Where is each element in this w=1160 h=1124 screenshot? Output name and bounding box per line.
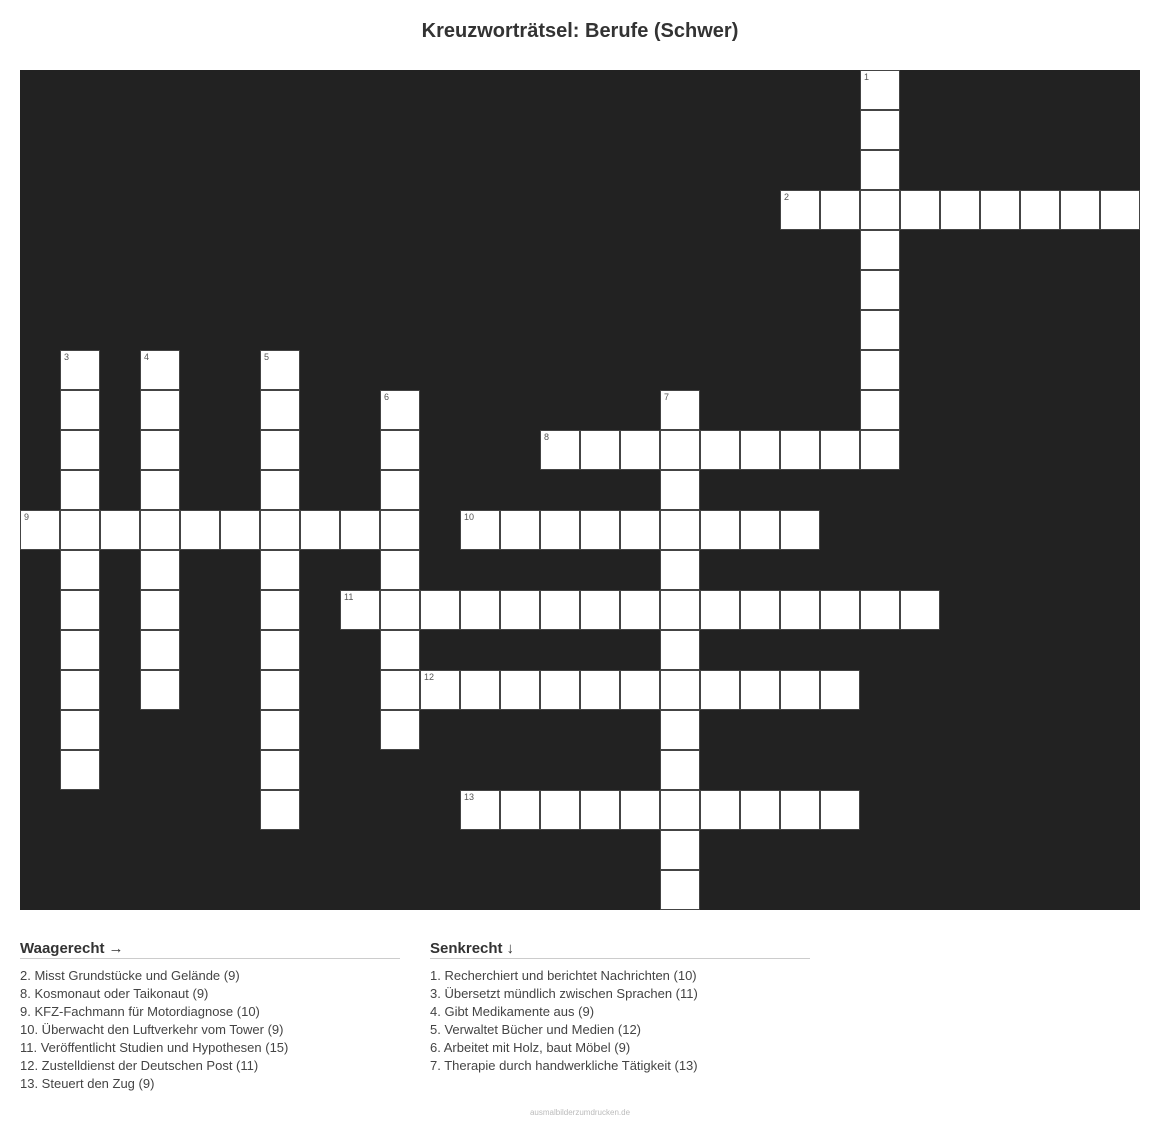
grid-cell[interactable] bbox=[60, 510, 100, 550]
across-clue: 13. Steuert den Zug (9) bbox=[20, 1076, 155, 1091]
grid-cell[interactable] bbox=[140, 390, 180, 430]
grid-cell[interactable] bbox=[460, 790, 500, 830]
grid-cell[interactable] bbox=[860, 310, 900, 350]
grid-cell[interactable] bbox=[580, 590, 620, 630]
grid-cell[interactable] bbox=[340, 510, 380, 550]
grid-cell[interactable] bbox=[780, 510, 820, 550]
down-clue: 6. Arbeitet mit Holz, baut Möbel (9) bbox=[430, 1040, 631, 1055]
grid-cell[interactable] bbox=[820, 790, 860, 830]
grid-cell[interactable] bbox=[260, 750, 300, 790]
right-arrow-icon: → bbox=[108, 940, 124, 957]
grid-cell[interactable] bbox=[60, 630, 100, 670]
down-clue: 4. Gibt Medikamente aus (9) bbox=[430, 1004, 595, 1019]
grid-cell[interactable] bbox=[60, 670, 100, 710]
grid-cell[interactable] bbox=[460, 670, 500, 710]
grid-cell[interactable] bbox=[740, 430, 780, 470]
grid-cell[interactable] bbox=[900, 190, 940, 230]
grid-cell[interactable] bbox=[260, 630, 300, 670]
cell-number: 1 bbox=[864, 72, 870, 82]
grid-cell[interactable] bbox=[780, 670, 820, 710]
cell-number: 10 bbox=[464, 512, 475, 522]
grid-cell[interactable] bbox=[380, 390, 420, 430]
grid-cell[interactable] bbox=[820, 190, 860, 230]
grid-cell[interactable] bbox=[60, 590, 100, 630]
across-clue: 12. Zustelldienst der Deutschen Post (11) bbox=[20, 1058, 259, 1073]
page-title: Kreuzworträtsel: Berufe (Schwer) bbox=[421, 20, 739, 42]
grid-cell[interactable] bbox=[540, 790, 580, 830]
grid-cell[interactable] bbox=[860, 270, 900, 310]
grid-cell[interactable] bbox=[380, 430, 420, 470]
grid-cell[interactable] bbox=[500, 790, 540, 830]
across-clues-section bbox=[20, 940, 400, 1093]
grid-cell[interactable] bbox=[460, 590, 500, 630]
grid-cell[interactable] bbox=[260, 550, 300, 590]
grid-cell[interactable] bbox=[140, 350, 180, 390]
grid-cell[interactable] bbox=[660, 390, 700, 430]
grid-cell[interactable] bbox=[700, 590, 740, 630]
grid-cell[interactable] bbox=[620, 590, 660, 630]
grid-cell[interactable] bbox=[700, 670, 740, 710]
grid-cell[interactable] bbox=[820, 590, 860, 630]
grid-cell[interactable] bbox=[860, 190, 900, 230]
grid-cell[interactable] bbox=[260, 390, 300, 430]
grid-cell[interactable] bbox=[660, 710, 700, 750]
across-clue: 11. Veröffentlicht Studien und Hypothesen (15) bbox=[20, 1040, 289, 1055]
cell-number: 3 bbox=[64, 352, 70, 362]
grid-cell[interactable] bbox=[540, 510, 580, 550]
grid-cell[interactable] bbox=[460, 510, 500, 550]
footer-watermark: ausmalbilderzumdrucken.de bbox=[529, 1108, 631, 1117]
grid-cell[interactable] bbox=[1100, 190, 1140, 230]
grid-cell[interactable] bbox=[900, 590, 940, 630]
grid-cell[interactable] bbox=[380, 470, 420, 510]
grid-cell[interactable] bbox=[860, 430, 900, 470]
across-clue: 8. Kosmonaut oder Taikonaut (9) bbox=[20, 986, 209, 1001]
grid-cell[interactable] bbox=[580, 790, 620, 830]
grid-cell[interactable] bbox=[820, 670, 860, 710]
grid-cell[interactable] bbox=[740, 670, 780, 710]
grid-cell[interactable] bbox=[140, 430, 180, 470]
cell-number: 2 bbox=[784, 192, 790, 202]
grid-cell[interactable] bbox=[340, 590, 380, 630]
down-clue: 7. Therapie durch handwerkliche Tätigkeit (13) bbox=[430, 1058, 698, 1073]
grid-cell[interactable] bbox=[980, 190, 1020, 230]
grid-cell[interactable] bbox=[260, 350, 300, 390]
grid-cell[interactable] bbox=[580, 430, 620, 470]
grid-cell[interactable] bbox=[100, 510, 140, 550]
grid-cell[interactable] bbox=[260, 510, 300, 550]
grid-cell[interactable] bbox=[700, 790, 740, 830]
grid-cell[interactable] bbox=[140, 550, 180, 590]
grid-cell[interactable] bbox=[580, 510, 620, 550]
cell-number: 6 bbox=[384, 392, 390, 402]
grid-cell[interactable] bbox=[420, 590, 460, 630]
down-clues-section bbox=[430, 940, 810, 1075]
grid-cell[interactable] bbox=[620, 790, 660, 830]
grid-cell[interactable] bbox=[380, 710, 420, 750]
down-clue: 5. Verwaltet Bücher und Medien (12) bbox=[430, 1022, 642, 1037]
grid-cell[interactable] bbox=[380, 510, 420, 550]
cell-number: 9 bbox=[24, 512, 30, 522]
grid-cell[interactable] bbox=[260, 710, 300, 750]
grid-cell[interactable] bbox=[860, 390, 900, 430]
grid-cell[interactable] bbox=[700, 510, 740, 550]
grid-cell[interactable] bbox=[140, 510, 180, 550]
grid-cell[interactable] bbox=[780, 190, 820, 230]
across-clue: 9. KFZ-Fachmann für Motordiagnose (10) bbox=[20, 1004, 260, 1019]
across-heading-label: Waagerecht bbox=[20, 940, 105, 957]
grid-cell[interactable] bbox=[260, 470, 300, 510]
down-arrow-icon: ↓ bbox=[506, 940, 515, 957]
grid-cell[interactable] bbox=[660, 790, 700, 830]
grid-cell[interactable] bbox=[380, 590, 420, 630]
down-clue: 3. Übersetzt mündlich zwischen Sprachen (11) bbox=[430, 986, 698, 1001]
cell-number: 8 bbox=[544, 432, 550, 442]
grid-cell[interactable] bbox=[700, 430, 740, 470]
grid-cell[interactable] bbox=[540, 430, 580, 470]
grid-cell[interactable] bbox=[780, 790, 820, 830]
grid-cell[interactable] bbox=[1020, 190, 1060, 230]
grid-cell[interactable] bbox=[60, 390, 100, 430]
grid-cell[interactable] bbox=[260, 590, 300, 630]
grid-cell[interactable] bbox=[140, 590, 180, 630]
cell-number: 11 bbox=[344, 592, 354, 602]
cell-number: 13 bbox=[464, 792, 475, 802]
grid-cell[interactable] bbox=[620, 510, 660, 550]
across-clue: 2. Misst Grundstücke und Gelände (9) bbox=[20, 968, 240, 983]
grid-cell[interactable] bbox=[540, 590, 580, 630]
grid-cell[interactable] bbox=[140, 670, 180, 710]
grid-cell[interactable] bbox=[60, 350, 100, 390]
grid-cell[interactable] bbox=[140, 470, 180, 510]
grid-cell[interactable] bbox=[540, 670, 580, 710]
grid-cell[interactable] bbox=[620, 430, 660, 470]
cell-number: 12 bbox=[424, 672, 435, 682]
grid-cell[interactable] bbox=[420, 670, 460, 710]
grid-cell[interactable] bbox=[140, 630, 180, 670]
grid-cell[interactable] bbox=[60, 550, 100, 590]
grid-cell[interactable] bbox=[660, 750, 700, 790]
grid-cell[interactable] bbox=[260, 670, 300, 710]
crossword-grid bbox=[20, 70, 1140, 910]
grid-cell[interactable] bbox=[860, 150, 900, 190]
grid-cell[interactable] bbox=[660, 510, 700, 550]
grid-cell[interactable] bbox=[660, 630, 700, 670]
down-clue: 1. Recherchiert und berichtet Nachrichten (10) bbox=[430, 968, 697, 983]
cell-number: 4 bbox=[144, 352, 150, 362]
grid-cell[interactable] bbox=[220, 510, 260, 550]
grid-cell[interactable] bbox=[1060, 190, 1100, 230]
grid-cell[interactable] bbox=[780, 590, 820, 630]
grid-cell[interactable] bbox=[860, 350, 900, 390]
cell-number: 7 bbox=[664, 392, 670, 402]
grid-cell[interactable] bbox=[660, 670, 700, 710]
grid-cell[interactable] bbox=[660, 470, 700, 510]
grid-cell[interactable] bbox=[380, 670, 420, 710]
grid-cell[interactable] bbox=[620, 670, 660, 710]
down-heading bbox=[430, 940, 810, 959]
grid-cell[interactable] bbox=[260, 790, 300, 830]
grid-cell[interactable] bbox=[180, 510, 220, 550]
grid-cell[interactable] bbox=[380, 630, 420, 670]
grid-cell[interactable] bbox=[820, 430, 860, 470]
grid-cell[interactable] bbox=[60, 470, 100, 510]
grid-cell[interactable] bbox=[60, 750, 100, 790]
cell-number: 5 bbox=[264, 352, 270, 362]
grid-cell[interactable] bbox=[500, 670, 540, 710]
grid-cell[interactable] bbox=[660, 430, 700, 470]
grid-cell[interactable] bbox=[660, 830, 700, 870]
grid-cell[interactable] bbox=[580, 670, 620, 710]
down-heading-label: Senkrecht bbox=[430, 940, 503, 957]
grid-cell[interactable] bbox=[500, 510, 540, 550]
grid-cell[interactable] bbox=[380, 550, 420, 590]
grid-cell[interactable] bbox=[740, 790, 780, 830]
grid-cell[interactable] bbox=[660, 590, 700, 630]
grid-cell[interactable] bbox=[860, 230, 900, 270]
grid-cell[interactable] bbox=[740, 590, 780, 630]
grid-cell[interactable] bbox=[740, 510, 780, 550]
grid-cell[interactable] bbox=[860, 110, 900, 150]
grid-cell[interactable] bbox=[500, 590, 540, 630]
grid-cell[interactable] bbox=[20, 510, 60, 550]
grid-cell[interactable] bbox=[60, 710, 100, 750]
down-clue-list bbox=[430, 967, 810, 1075]
across-clue: 10. Überwacht den Luftverkehr vom Tower (9) bbox=[20, 1022, 284, 1037]
grid-cell[interactable] bbox=[860, 70, 900, 110]
grid-cell[interactable] bbox=[300, 510, 340, 550]
grid-cell[interactable] bbox=[780, 430, 820, 470]
grid-cell[interactable] bbox=[660, 550, 700, 590]
across-clue-list bbox=[20, 967, 400, 1093]
grid-cell[interactable] bbox=[60, 430, 100, 470]
grid-cell[interactable] bbox=[940, 190, 980, 230]
grid-cell[interactable] bbox=[260, 430, 300, 470]
across-heading bbox=[20, 940, 400, 959]
grid-cell[interactable] bbox=[860, 590, 900, 630]
grid-cell[interactable] bbox=[660, 870, 700, 910]
